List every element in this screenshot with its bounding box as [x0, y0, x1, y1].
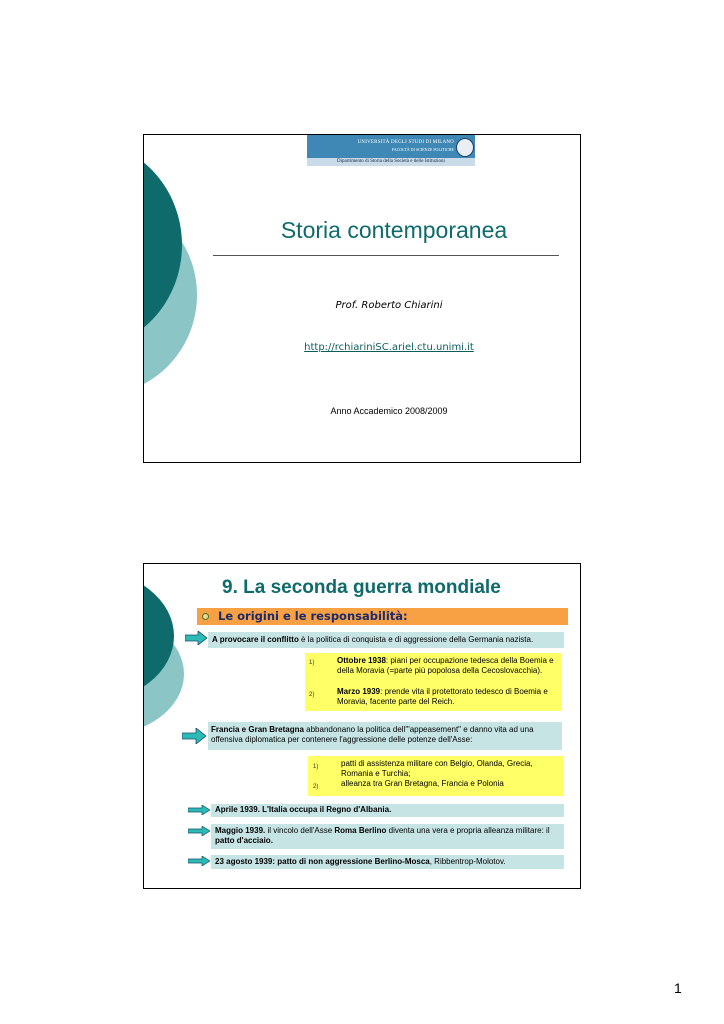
steel-bold-3: patto d'acciaio.: [215, 836, 273, 845]
steel-bold-1: Maggio 1939.: [215, 826, 266, 835]
item-number: 1): [313, 764, 319, 770]
cause-bold: A provocare il conflitto: [212, 635, 299, 644]
alliance-item-2: alleanza tra Gran Bretagna, Francia e Polonia: [341, 779, 504, 788]
page-number: 1: [674, 980, 682, 996]
university-logo: [307, 135, 475, 166]
logo-department-text: Dipartimento di Storia della Società e delle Istituzioni: [307, 158, 475, 166]
logo-faculty-text: FACOLTÀ DI SCIENZE POLITICHE: [391, 147, 454, 152]
slide-1: [143, 134, 581, 463]
academic-year: Anno Accademico 2008/2009: [330, 406, 448, 416]
timeline-item-1: [337, 656, 559, 676]
item-number: 1): [309, 660, 315, 666]
slide-1-title: Storia contemporanea: [280, 217, 508, 243]
arrow-right-icon: [188, 826, 210, 836]
university-seal-icon: [456, 138, 474, 157]
molotov-text: , Ribbentrop-Molotov.: [429, 857, 506, 866]
box-pact-of-steel: [211, 824, 564, 849]
item-text: : prende vita il protettorato tedesco di Boemia e Moravia, facente parte del Reich.: [337, 687, 548, 706]
steel-bold-2: Roma Berlino: [334, 826, 387, 835]
molotov-bold: 23 agosto 1939: patto di non aggressione Berlino-Mosca: [215, 857, 430, 866]
professor-name: Prof. Roberto Chiarini: [335, 300, 443, 311]
item-number: 2): [313, 784, 319, 790]
timeline-item-2: [337, 687, 559, 707]
arrow-right-icon: [188, 805, 210, 815]
alliance-item-1: patti di assistenza militare con Belgio, Olanda, Grecia, Romania e Turchia;: [341, 759, 533, 778]
appeasement-bold: Francia e Gran Bretagna: [211, 725, 304, 734]
item-number: 2): [309, 692, 315, 698]
logo-university-text: UNIVERSITÀ DEGLI STUDI DI MILANO: [357, 140, 454, 145]
item-text: : piani per occupazione tedesca della Boemia e della Moravia (=parte più popolosa della Cecoslovacchia).: [337, 656, 554, 675]
box-albania: [211, 804, 564, 817]
arrow-right-icon: [185, 631, 207, 645]
cause-text: è la politica di conquista e di aggressione della Germania nazista.: [298, 635, 534, 644]
course-link[interactable]: http://rchiariniSC.ariel.ctu.unimi.it: [304, 342, 474, 353]
steel-text-1: il vincolo dell'Asse: [265, 826, 335, 835]
box-alliances: [308, 756, 564, 796]
box-appeasement: [208, 722, 562, 750]
item-bold: Ottobre 1938: [337, 656, 386, 665]
box-cause: [208, 632, 564, 648]
box-molotov: [211, 855, 564, 869]
bullet-ring-icon: [202, 613, 209, 620]
albania-text: Aprile 1939. L'Italia occupa il Regno d'Albania.: [215, 805, 392, 814]
appeasement-text: abbandonano la politica dell'"appeasement" e danno vita ad una offensiva diplomatica per contenere l'aggressione delle potenze dell'Asse:: [211, 725, 534, 744]
subtitle-bar: [197, 608, 568, 625]
title-divider: [213, 255, 559, 256]
slide-2-title: 9. La seconda guerra mondiale: [222, 577, 501, 598]
subtitle-text: Le origini e le responsabilità:: [218, 609, 408, 623]
slide-2: [143, 563, 581, 889]
item-bold: Marzo 1939: [337, 687, 381, 696]
arrow-right-icon: [188, 856, 210, 866]
box-timeline-1: [305, 653, 561, 711]
arrow-right-icon: [182, 728, 206, 744]
steel-text-2: diventa una vera e propria alleanza militare: il: [386, 826, 550, 835]
